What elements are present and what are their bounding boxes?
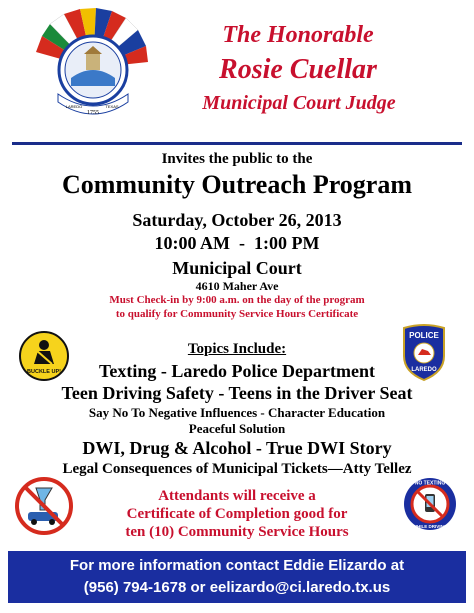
- no-texting-top: NO TEXTING: [414, 480, 446, 487]
- topic-legal-consequences: Legal Consequences of Municipal Tickets—Atty Tellez: [62, 461, 412, 477]
- checkin-line-2: to qualify for Community Service Hours Certificate: [115, 308, 359, 320]
- event-time: 10:00 AM - 1:00 PM: [154, 233, 320, 253]
- topic-texting: Texting - Laredo Police Department: [99, 361, 375, 381]
- topic-teen-driving: Teen Driving Safety - Teens in the Driver Seat: [61, 383, 413, 403]
- police-badge-top: POLICE: [409, 331, 439, 340]
- checkin-line-1: Must Check-in by 9:00 a.m. on the day of the program: [109, 294, 365, 306]
- city-seal-icon: [28, 6, 158, 124]
- judge-name: Rosie Cuellar: [219, 54, 377, 85]
- event-date: Saturday, October 26, 2013: [132, 210, 342, 230]
- certificate-line-1: Attendants will receive a: [158, 488, 316, 504]
- police-badge-bottom: LAREDO: [411, 367, 437, 373]
- buckle-up-label: BUCKLE UP!: [27, 369, 61, 375]
- topic-peaceful-solution: Peaceful Solution: [188, 421, 286, 436]
- no-texting-bottom: WHILE DRIVING: [412, 524, 448, 529]
- contact-line-2: (956) 794-1678 or eelizardo@ci.laredo.tx.us: [83, 579, 391, 596]
- certificate-line-2: Certificate of Completion good for: [126, 506, 348, 522]
- honorable-line: The Honorable: [222, 22, 374, 48]
- judge-title: Municipal Court Judge: [202, 92, 396, 114]
- invite-text: Invites the public to the: [161, 151, 313, 167]
- contact-footer: [8, 551, 466, 603]
- program-title: Community Outreach Program: [62, 170, 412, 199]
- contact-line-1: For more information contact Eddie Elizardo at: [69, 557, 405, 574]
- certificate-line-3: ten (10) Community Service Hours: [125, 524, 349, 540]
- event-venue: Municipal Court: [172, 258, 302, 278]
- seal-year: 1755: [87, 110, 99, 116]
- event-address: 4610 Maher Ave: [195, 279, 279, 293]
- seal-left-text: LAREDO: [65, 104, 83, 109]
- seal-right-text: TEXAS: [105, 104, 119, 109]
- topic-negative-influences: Say No To Negative Influences - Character Education: [88, 405, 386, 420]
- topic-dwi: DWI, Drug & Alcohol - True DWI Story: [82, 438, 392, 458]
- divider: [12, 142, 462, 145]
- topics-heading: Topics Include:: [187, 341, 287, 357]
